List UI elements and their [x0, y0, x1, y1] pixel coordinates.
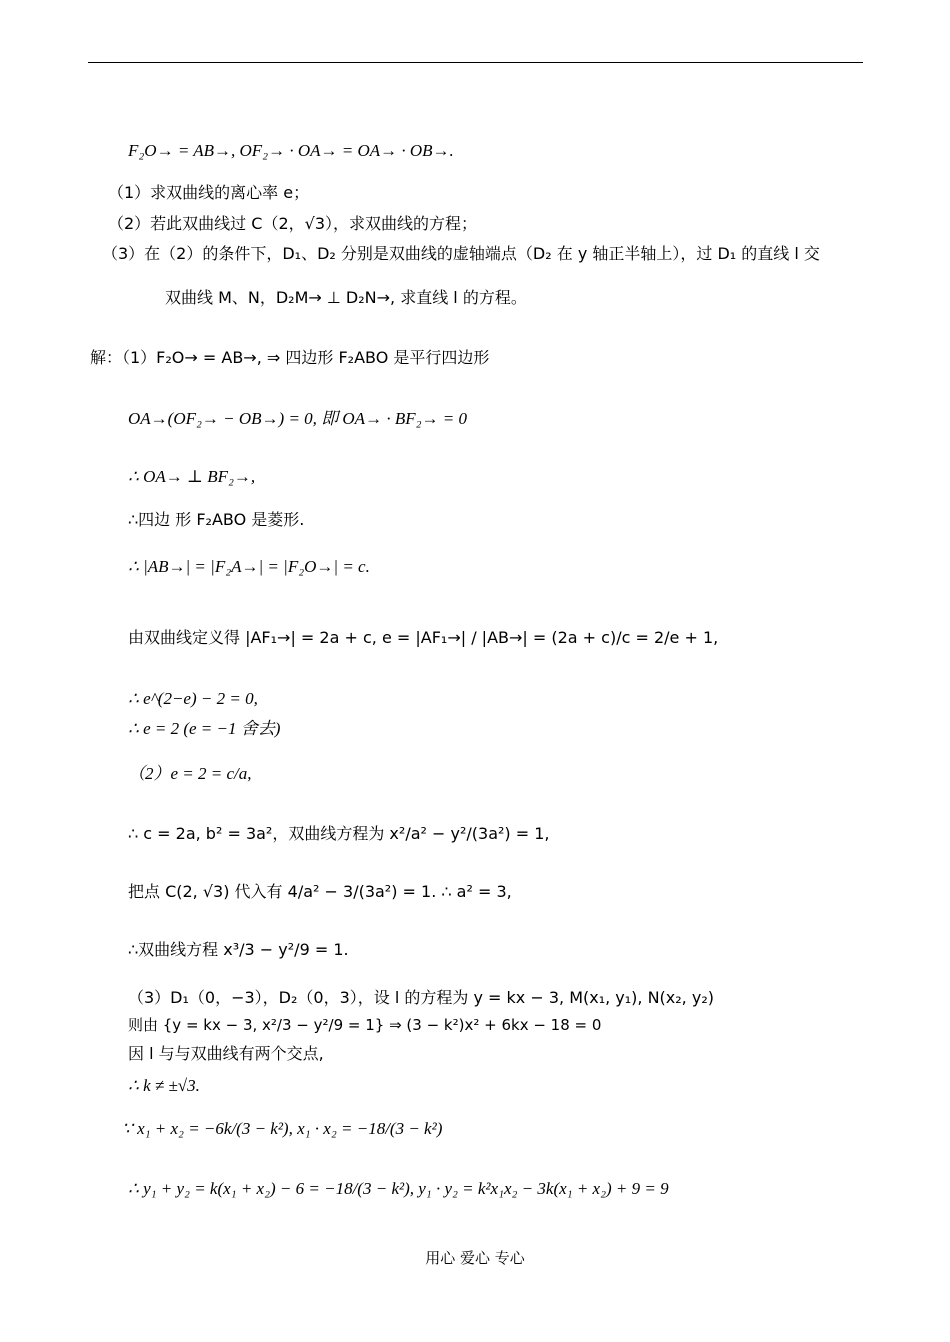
solution-3-start: （3）D₁（0，−3），D₂（0，3），设 l 的方程为 y = kx − 3, M(x₁, y₁), N(x₂, y₂)	[128, 988, 714, 1007]
solution-2-result: ∴双曲线方程 x³/3 − y²/9 = 1.	[128, 940, 349, 959]
solution-3-vieta: ∵ x₁ + x₂ = −6k/(3 − k²), x₁ · x₂ = −18/(3 − k²)	[122, 1119, 443, 1138]
solution-1-line-2: OA→(OF₂→ − OB→) = 0, 即 OA→ · BF₂→ = 0	[128, 409, 467, 428]
header-rule	[88, 62, 863, 63]
question-3: （3）在（2）的条件下，D₁、D₂ 分别是双曲线的虚轴端点（D₂ 在 y 轴正半轴上），过 D₁ 的直线 l 交	[102, 244, 820, 263]
page-footer: 用心 爱心 专心	[425, 1249, 525, 1267]
solution-2-line-2: ∴ c = 2a, b² = 3a²，双曲线方程为 x²/a² − y²/(3a²) = 1,	[128, 824, 550, 843]
solution-3-y-relations: ∴ y₁ + y₂ = k(x₁ + x₂) − 6 = −18/(3 − k²), y₁ · y₂ = k²x₁x₂ − 3k(x₁ + x₂) + 9 = 9	[128, 1179, 669, 1198]
solution-1-line-7: ∴ e^(2−e) − 2 = 0,	[128, 689, 258, 708]
solution-2-start: （2）e = 2 = c/a,	[128, 764, 252, 783]
solution-1-line-5: ∴ |AB→| = |F₂A→| = |F₂O→| = c.	[128, 557, 370, 576]
solution-1-result: ∴ e = 2 (e = −1 舍去)	[128, 719, 281, 738]
given-condition: F₂O→ = AB→, OF₂→ · OA→ = OA→ · OB→.	[128, 141, 454, 160]
solution-3-line-3: 因 l 与与双曲线有两个交点,	[128, 1044, 324, 1063]
solution-1-start: 解：（1）F₂O→ = AB→, ⇒ 四边形 F₂ABO 是平行四边形	[90, 348, 490, 367]
solution-2-line-3: 把点 C(2, √3) 代入有 4/a² − 3/(3a²) = 1. ∴ a² = 3,	[128, 882, 512, 901]
solution-3-line-4: ∴ k ≠ ±√3.	[128, 1076, 200, 1095]
solution-3-system: 则由 {y = kx − 3, x²/3 − y²/9 = 1} ⇒ (3 − k²)x² + 6kx − 18 = 0	[128, 1016, 602, 1034]
solution-1-line-3: ∴ OA→ ⊥ BF₂→,	[128, 467, 256, 486]
question-2: （2）若此双曲线过 C（2，√3），求双曲线的方程；	[108, 214, 477, 233]
solution-1-line-6: 由双曲线定义得 |AF₁→| = 2a + c, e = |AF₁→| / |AB→| = (2a + c)/c = 2/e + 1,	[128, 628, 719, 647]
question-1: （1）求双曲线的离心率 e；	[108, 183, 310, 202]
solution-1-line-4: ∴四边 形 F₂ABO 是菱形.	[128, 510, 305, 529]
question-3-cont: 双曲线 M、N，D₂M→ ⊥ D₂N→, 求直线 l 的方程。	[165, 288, 527, 307]
